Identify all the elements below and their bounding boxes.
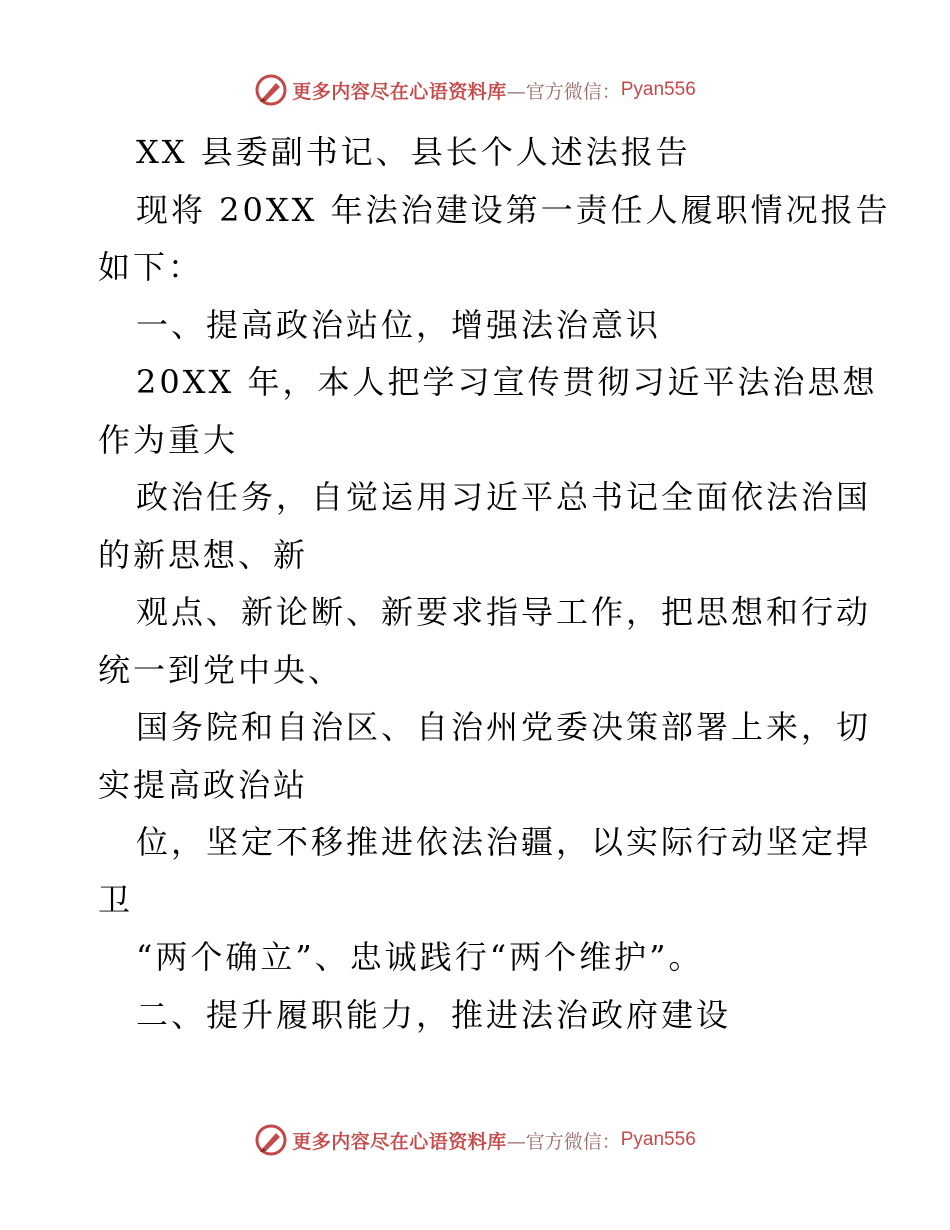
footer-banner bbox=[0, 1120, 950, 1160]
document-title: XX 县委副书记、县长个人述法报告 bbox=[136, 133, 691, 171]
paragraph-line: 统一到党中央、 bbox=[98, 650, 344, 689]
banner-text: 更多内容尽在心语资料库 bbox=[292, 1130, 507, 1153]
paragraph-line: 政治任务，自觉运用习近平总书记全面依法治国 bbox=[136, 478, 872, 516]
paragraph-line: 的新思想、新 bbox=[98, 535, 309, 574]
section-heading: 二、提升履职能力，推进法治政府建设 bbox=[136, 995, 732, 1034]
header-banner bbox=[0, 70, 950, 110]
banner-wechat-id: Pyan556 bbox=[620, 79, 696, 100]
paragraph-line: 国务院和自治区、自治州党委决策部署上来，切 bbox=[136, 708, 872, 746]
banner-separator: —官方微信： bbox=[506, 1130, 621, 1153]
paragraph-line: 20XX 年，本人把学习宣传贯彻习近平法治思想 bbox=[136, 363, 878, 401]
banner-text: 更多内容尽在心语资料库 bbox=[292, 80, 507, 103]
paragraph-line: 现将 20XX 年法治建设第一责任人履职情况报告 bbox=[136, 190, 891, 229]
banner-separator: —官方微信： bbox=[506, 80, 621, 103]
section-heading: 一、提高政治站位，增强法治意识 bbox=[136, 305, 662, 344]
paragraph-line: 如下： bbox=[98, 248, 204, 286]
paragraph-line: “两个确立”、忠诚践行“两个维护”。 bbox=[136, 938, 704, 976]
banner-wechat-id: Pyan556 bbox=[620, 1129, 696, 1150]
paragraph-line: 实提高政治站 bbox=[98, 765, 309, 804]
paragraph-line: 卫 bbox=[98, 880, 134, 919]
paragraph-line: 位，坚定不移推进依法治疆，以实际行动坚定捍 bbox=[136, 823, 872, 861]
paragraph-line: 观点、新论断、新要求指导工作，把思想和行动 bbox=[136, 593, 872, 631]
document-body bbox=[98, 124, 891, 1044]
pen-logo-icon bbox=[254, 1123, 288, 1157]
paragraph-line: 作为重大 bbox=[98, 420, 239, 459]
pen-logo-icon bbox=[254, 73, 288, 107]
